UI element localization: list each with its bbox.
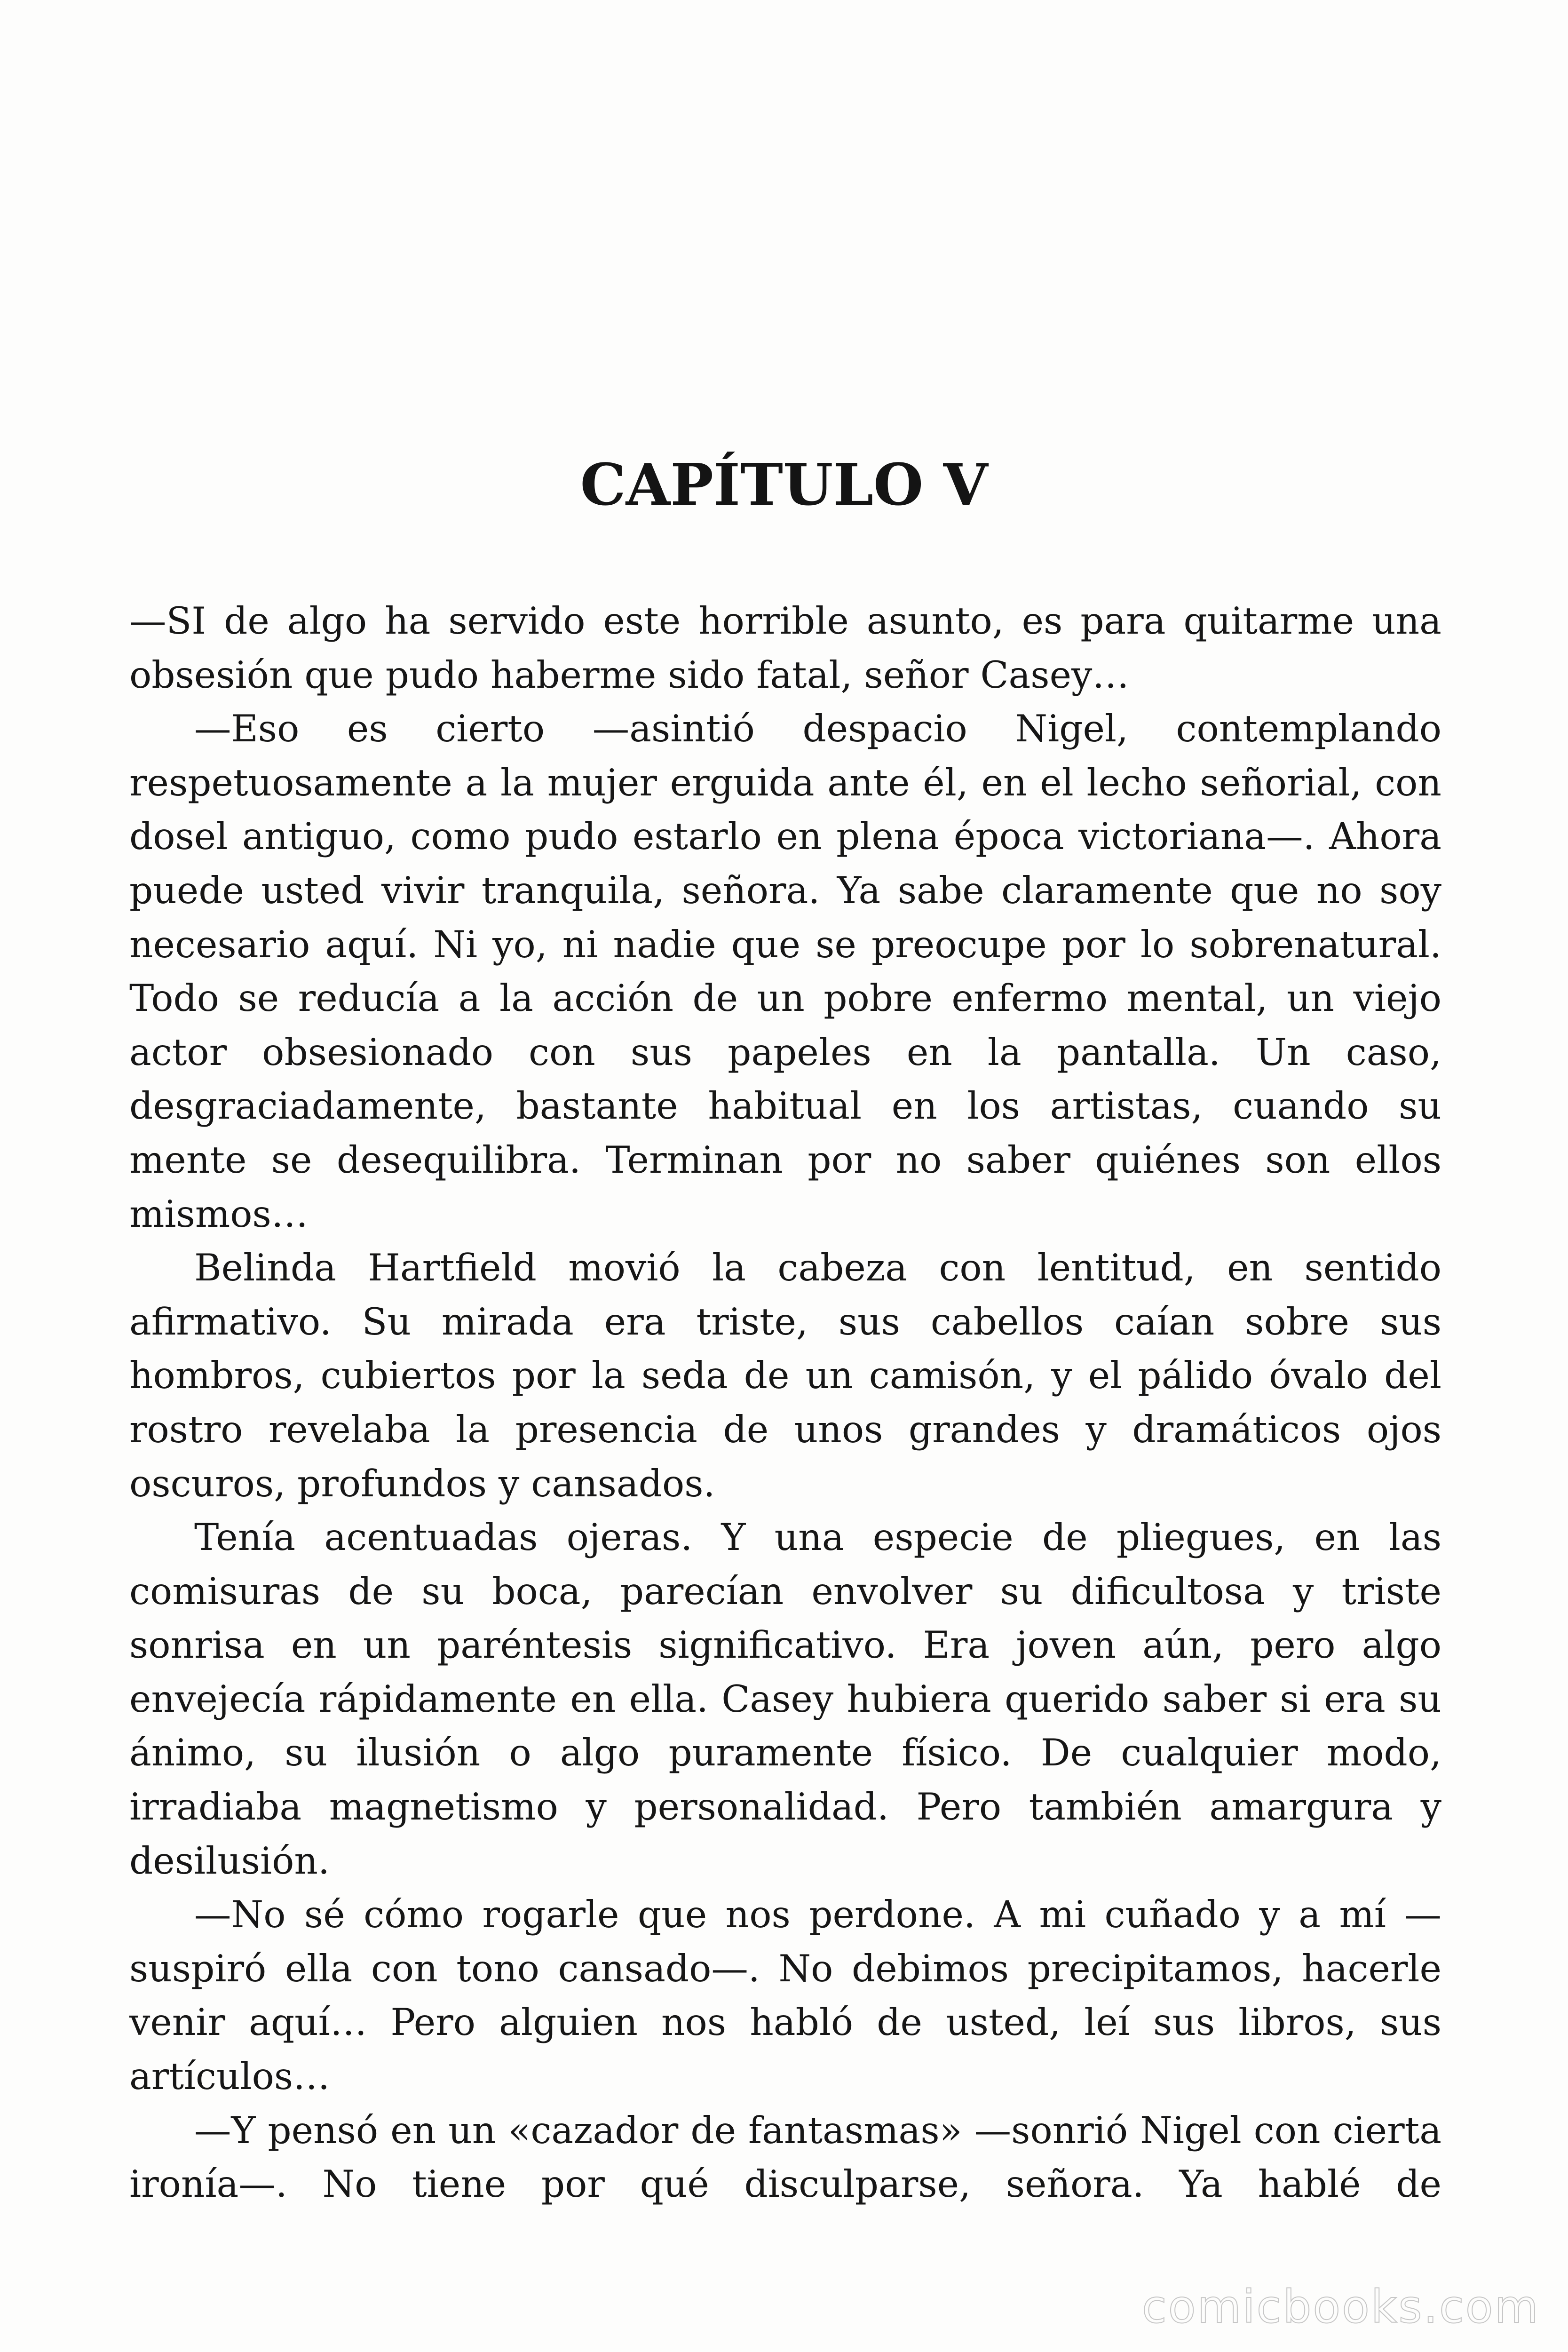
paragraph-2: —Eso es cierto —asintió despacio Nigel, contemplando respetuosamente a la mujer erguida ante él, en el lecho señorial, con dosel antiguo, como pudo estarlo en plena época victoriana—. Ahora puede usted vivir tranquila, señora. Ya sabe claramente que no soy necesario aquí. Ni yo, ni nadie que se preocupe por lo sobrenatural. Todo se reducía a la acción de un pobre enfermo mental, un viejo actor obsesionado con sus papeles en la pantalla. Un caso, desgraciadamente, bastante habitual en los artistas, cuando su mente se desequilibra. Terminan por no saber quiénes son ellos mismos… [129, 707, 1441, 1236]
paragraph-4: Tenía acentuadas ojeras. Y una especie de pliegues, en las comisuras de su boca, parecían envolver su dificultosa y triste sonrisa en un paréntesis significativo. Era joven aún, pero algo envejecía rápidamente en ella. Casey hubiera querido saber si era su ánimo, su ilusión o algo puramente físico. De cualquier modo, irradiaba magnetismo y personalidad. Pero también amargura y desilusión. [129, 1516, 1441, 1883]
watermark: comicbooks.com [1141, 2280, 1540, 2333]
chapter-title: CAPÍTULO V [580, 451, 988, 518]
chapter-text [129, 594, 1441, 2211]
paragraph-1: —SI de algo ha servido este horrible asunto, es para quitarme una obsesión que pudo haberme sido fatal, señor Casey… [129, 599, 1441, 697]
paragraph-6: —Y pensó en un «cazador de fantasmas» —sonrió Nigel con cierta ironía—. No tiene por qué disculparse, señora. Ya hablé de [129, 2108, 1441, 2206]
paragraph-3: Belinda Hartfield movió la cabeza con lentitud, en sentido afirmativo. Su mirada era triste, sus cabellos caían sobre sus hombros, cubiertos por la seda de un camisón, y el pálido óvalo del rostro revelaba la presencia de unos grandes y dramáticos ojos oscuros, profundos y cansados. [129, 1246, 1441, 1505]
paragraph-5: —No sé cómo rogarle que nos perdone. A mi cuñado y a mí —suspiró ella con tono cansado—. No debimos precipitamos, hacerle venir aquí… Pero alguien nos habló de usted, leí sus libros, sus artículos… [129, 1893, 1441, 2098]
